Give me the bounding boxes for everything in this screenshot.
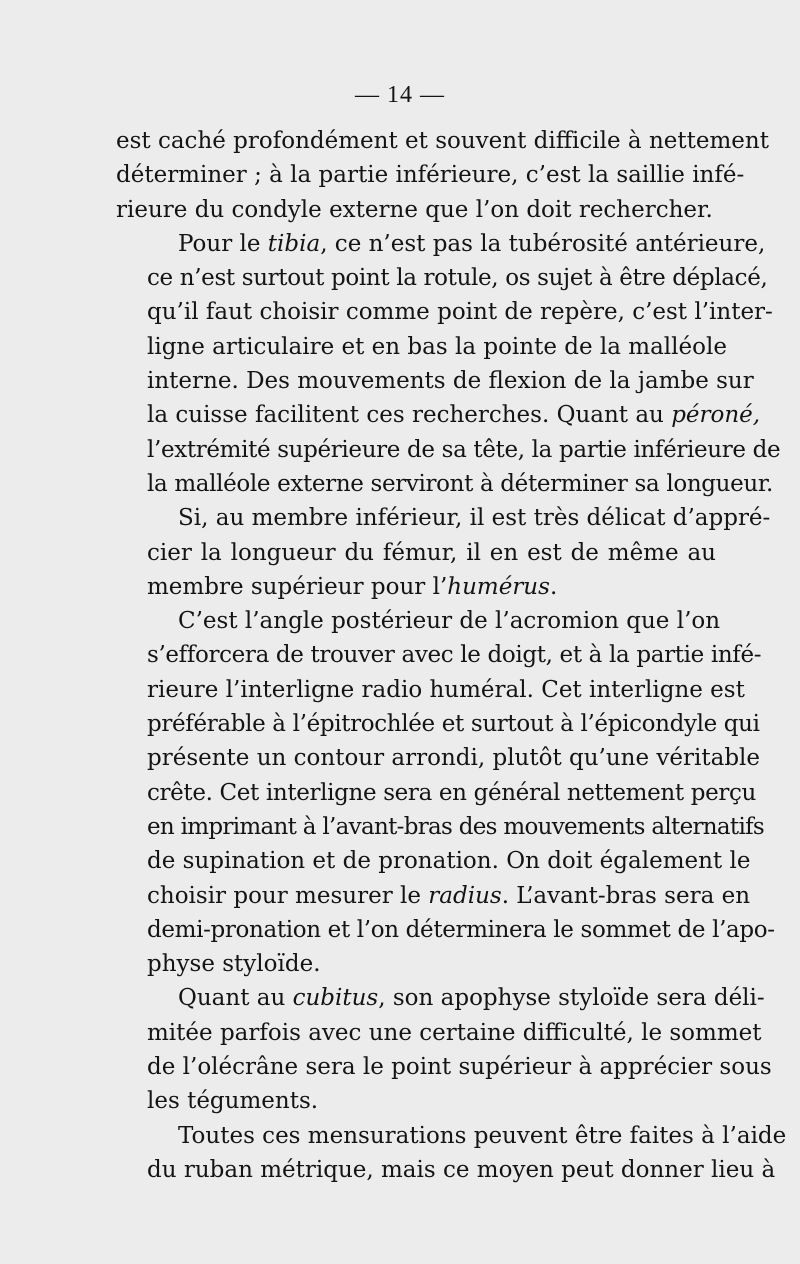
text-line — [116, 981, 765, 1015]
page-number: — 14 — — [355, 82, 445, 108]
text-run: membre supérieur pour l’ — [147, 573, 448, 600]
text-line: Si, au membre inférieur, il est très délicat d’appré- — [178, 505, 771, 532]
text-run: . — [549, 573, 558, 600]
text-line: Toutes ces mensurations peuvent être faites à l’aide — [178, 1122, 787, 1149]
text-line: est caché profondément et souvent difficile à nettement — [116, 128, 769, 154]
text-line: s’efforcera de trouver avec le doigt, et à la partie infé- — [147, 642, 762, 669]
text-line: les téguments. — [147, 1088, 319, 1115]
text-line: cier la longueur du fémur, il en est de même au — [147, 539, 716, 566]
text-run: , son apophyse styloïde sera déli- — [378, 985, 765, 1012]
italic-term-radius: radius — [428, 882, 502, 909]
text-line: déterminer ; à la partie inférieure, c’est la saillie infé- — [116, 162, 745, 189]
paragraph-2 — [116, 227, 781, 501]
text-line — [116, 227, 766, 261]
paragraph-6 — [116, 1119, 787, 1188]
paragraph-1 — [116, 124, 769, 227]
text-run: . L’avant-bras sera en — [501, 882, 751, 909]
text-line: préférable à l’épitrochlée et surtout à l’épicondyle qui — [147, 711, 760, 738]
paragraph-4 — [116, 604, 775, 981]
paragraph-3 — [116, 501, 771, 604]
text-line: rieure du condyle externe que l’on doit rechercher. — [116, 196, 713, 223]
paragraph-5 — [116, 981, 772, 1118]
italic-term-tibia: tibia — [267, 230, 321, 257]
text-line: C’est l’angle postérieur de l’acromion que l’on — [178, 608, 721, 635]
body-text — [116, 124, 787, 1187]
text-line: de l’olécrâne sera le point supérieur à apprécier sous — [147, 1054, 772, 1081]
text-run: , ce n’est pas la tubérosité antérieure, — [320, 230, 766, 257]
text-line: rieure l’interligne radio huméral. Cet interligne est — [147, 676, 745, 703]
text-run: Quant au — [178, 985, 293, 1012]
text-line: crête. Cet interligne sera en général nettement perçu — [147, 779, 756, 806]
text-line: l’extrémité supérieure de sa tête, la partie inférieure de — [147, 436, 781, 463]
text-line: ce n’est surtout point la rotule, os sujet à être déplacé, — [147, 265, 768, 292]
italic-term-humerus: humérus — [447, 573, 550, 600]
text-line: mitée parfois avec une certaine difficulté, le sommet — [147, 1019, 762, 1046]
text-line: ligne articulaire et en bas la pointe de la malléole — [147, 333, 727, 360]
text-line: qu’il faut choisir comme point de repère, c’est l’inter- — [147, 299, 773, 326]
text-run: la cuisse facilitent ces recherches. Quant au — [147, 402, 672, 429]
text-line: physe styloïde. — [147, 951, 321, 978]
text-line: du ruban métrique, mais ce moyen peut donner lieu à — [147, 1156, 776, 1183]
italic-term-perone: péroné, — [671, 402, 761, 429]
text-line — [116, 570, 716, 604]
italic-term-cubitus: cubitus — [292, 985, 379, 1012]
text-line: la malléole externe serviront à déterminer sa longueur. — [147, 470, 773, 497]
text-line: interne. Des mouvements de flexion de la jambe sur — [147, 368, 754, 395]
text-line: demi-pronation et l’on déterminera le sommet de l’apo- — [147, 916, 775, 943]
text-line — [116, 398, 761, 432]
text-line: en imprimant à l’avant-bras des mouvements alternatifs — [147, 813, 765, 840]
text-line: présente un contour arrondi, plutôt qu’une véritable — [147, 745, 761, 772]
text-run: Pour le — [178, 230, 268, 257]
text-run: choisir pour mesurer le — [147, 882, 429, 909]
text-line: de supination et de pronation. On doit également le — [147, 848, 751, 875]
text-line — [116, 879, 751, 913]
